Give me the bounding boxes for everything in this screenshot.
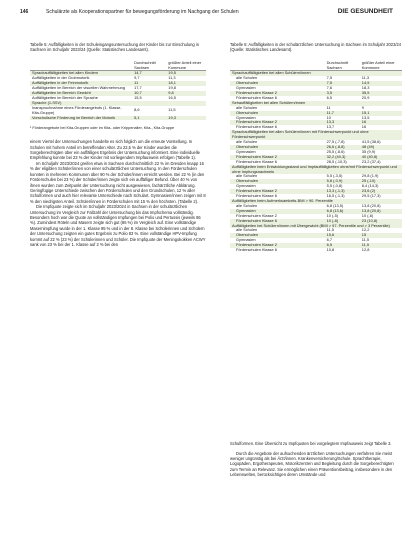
row-label: Auffälligkeiten in der Grobmotorik bbox=[32, 75, 90, 81]
value-sachsen: 9,7 bbox=[134, 75, 140, 81]
value-kommune: 23 (10,8) bbox=[360, 219, 402, 224]
value-kommune: 35,5 bbox=[360, 91, 402, 96]
right-column bbox=[230, 42, 402, 253]
row-label: Sprachauffälligkeiten bei allen Kindern bbox=[30, 71, 132, 76]
value-kommune: 19,8 bbox=[168, 85, 176, 91]
value-sachsen: 5,5 (-3,5) bbox=[326, 173, 343, 179]
value-sachsen: 5,5 (-0,8) bbox=[326, 183, 343, 189]
row-label: Sprache (1-SSV) bbox=[30, 101, 132, 106]
value-sachsen: 6,5 bbox=[326, 94, 333, 100]
group-title: Sprachauffälligkeiten bei allen Schülern/innen bbox=[230, 71, 402, 76]
row-label: alle Schulen bbox=[236, 75, 258, 81]
row-label: alle Schulen bbox=[236, 139, 258, 145]
table5-col-b: größter Anteil einer Kommune bbox=[168, 59, 202, 70]
group-title: Sehauffälligkeiten bei allen Schülern/innen bbox=[230, 101, 402, 106]
row-label: Förderschulen Klasse 2 bbox=[230, 189, 325, 194]
value-kommune: 13,8 (20,8) bbox=[360, 209, 402, 214]
value-sachsen: 13,3 (-1,3) bbox=[325, 189, 360, 194]
value-sachsen: 28,5 (-10,3) bbox=[326, 158, 347, 164]
value-sachsen: 6,8 (13,5) bbox=[326, 202, 344, 208]
row-label: Auffälligkeiten in der Feinmotorik bbox=[30, 81, 132, 86]
value-kommune: 23,6 (2) bbox=[360, 189, 402, 194]
running-title: Schulärzte als Kooperationspartner für bewegungsförderung im Nachgang der Schulen bbox=[46, 9, 239, 15]
value-kommune: 11,3 bbox=[168, 75, 176, 81]
value-kommune: 10 (-6) bbox=[361, 212, 374, 218]
group-title: Sprachauffälligkeiten bei allen Schülern/innen mit Förderschwerpunkt und ohne Förderschwerpunkt bbox=[230, 130, 402, 140]
row-label: Inanspruchnahme eines Förderangebots (1. Klasse, Kita-Gruppe) bbox=[32, 104, 122, 115]
value-kommune: 13,8 (20,8) bbox=[361, 202, 381, 208]
value-kommune: 19,5 bbox=[166, 71, 206, 76]
row-label: Gymnasien bbox=[236, 237, 256, 243]
table5-footnote: ¹ Förderangebote bei Kita-Gruppen oder im Kita- oder Krippenalter, Kita-, Kita-Gruppe bbox=[30, 126, 175, 131]
value-sachsen: 7,5 bbox=[326, 75, 333, 81]
table6-col-b: größter Anteil einer Kommune bbox=[361, 59, 395, 70]
paragraph: Durch die Angebote der aufsuchenden ärztlichen Untersuchungen verfahren Sie meist weniger ungünstig als bei Ärzt/innen. Krankenversicherung/Schule. Sprachtherapie, Logopäden, Ergotherapeuten, Motorikzentren und Begleitung durch die Sorgeberechtigten zum Termin an Relevanz. Sie ermöglichen einen Präventionsbeitrag, insbesondere in den Lebenswelten, berücksichtigen deren Umstände und bbox=[230, 450, 394, 478]
value-kommune: 14,5 bbox=[360, 81, 402, 86]
value-kommune: 40 (40,8) bbox=[360, 155, 402, 160]
value-kommune: 11,5 bbox=[360, 243, 402, 248]
table5-header-row bbox=[30, 61, 206, 71]
row-label: Gymnasien bbox=[236, 148, 256, 154]
value-kommune: 48 (49) bbox=[360, 145, 402, 150]
value-sachsen: 15,6 bbox=[325, 233, 360, 238]
row-label: Förderschulen Klasse 6 bbox=[236, 247, 277, 253]
left-column bbox=[30, 42, 206, 247]
table6 bbox=[230, 61, 402, 253]
value-sachsen: 10 (-8) bbox=[325, 219, 360, 224]
value-kommune: 35 (9,9) bbox=[361, 148, 376, 154]
table5-col-a: Durchschnitt Sachsen bbox=[134, 59, 156, 70]
group-title: Auffälligkeiten bei Schülern/innen mit Übergewicht (BMI > 97. Perzentile und > 3 Perzentile) bbox=[230, 224, 402, 229]
left-body-text bbox=[30, 139, 206, 247]
paragraph: Schulformen. Eine Übersicht zu Impfquoten bei vorgelegtem Impfausweis zeigt Tabelle 3. bbox=[230, 441, 392, 447]
row-label: Auffälligkeiten im Bereich Gewicht bbox=[30, 91, 132, 96]
value-kommune: 15,1 bbox=[360, 111, 402, 116]
value-sachsen: 5,8 (-0,9) bbox=[325, 179, 360, 184]
table5-caption: Tabelle 5: Auffälligkeiten in der Schuleingangsuntersuchung der Kinder bis zur Einschulung in Sachsen im Schuljahr 2023/24 (Quelle: Statistisches Landesamt). bbox=[30, 42, 200, 53]
row-label: alle Schulen bbox=[236, 104, 258, 110]
value-kommune: 29,8 (1,9) bbox=[361, 173, 379, 179]
row-label: Förderschulen Klasse 2 bbox=[230, 91, 325, 96]
paragraph: einem Viertel der Untersuchungen handelte es sich folglich um die erneute Vorstellung. In Schulen mit hohem Anteil im betreffenden Alter. Zu 22,5 % der Kinder wurden die Sorgeberechtigten über ein auffälliges Ergebnis der Untersuchung informiert. Eine individuelle Empfehlung konnte bei 23 % der Kinder mit vorliegendem Impfausweis erfolgen (Tabelle 1). bbox=[30, 139, 200, 161]
group-title: Auffälligkeiten beim Aufmerksamkeits-BMI > 90. Perzentile bbox=[230, 199, 402, 204]
value-sachsen: 7,5 bbox=[325, 81, 360, 86]
value-kommune: 13,5 bbox=[361, 114, 370, 120]
row-label: Förderschulen Klasse 2 bbox=[236, 212, 277, 218]
value-sachsen: 32,2 (40,3) bbox=[325, 155, 360, 160]
table6-col-a: Durchschnitt Sachsen bbox=[326, 59, 349, 70]
value-kommune: 23,2 (37,4) bbox=[361, 158, 381, 164]
value-kommune: 19,3 bbox=[166, 116, 206, 121]
row-label: Gymnasien bbox=[236, 114, 256, 120]
value-kommune: 12,2 bbox=[361, 227, 370, 233]
row-label: Förderschulen Klasse 6 bbox=[236, 158, 277, 164]
table5-body bbox=[30, 71, 206, 121]
value-kommune: 9 bbox=[361, 104, 364, 110]
value-sachsen: 11 bbox=[326, 104, 331, 110]
value-sachsen: 6,8 (13,6) bbox=[325, 209, 360, 214]
row-label: alle Schulen bbox=[236, 173, 258, 179]
value-kommune: 12,8 bbox=[361, 247, 370, 253]
value-sachsen: 5,1 bbox=[132, 116, 166, 121]
row-label: Oberschulen bbox=[230, 233, 325, 238]
value-sachsen: 13,7 bbox=[326, 124, 335, 130]
row-label: Oberschulen bbox=[230, 179, 325, 184]
row-label: alle Schulen bbox=[236, 227, 258, 233]
row-label: Gymnasien bbox=[236, 183, 256, 189]
value-sachsen: 10 (-5) bbox=[326, 212, 339, 218]
value-sachsen: 11,5 bbox=[326, 227, 334, 233]
value-kommune: 16,5 bbox=[168, 94, 176, 100]
value-kommune: 18,3 bbox=[361, 85, 370, 91]
value-sachsen: 25,5 (-8,6) bbox=[326, 148, 345, 154]
value-kommune: 29,5 (17,3) bbox=[361, 193, 381, 199]
row-label: Gymnasien bbox=[230, 209, 325, 214]
value-sachsen: 3,5 bbox=[325, 91, 360, 96]
row-label: Oberschulen bbox=[230, 81, 325, 86]
row-label: Förderschulen Klasse 2 bbox=[230, 243, 325, 248]
row-label: Gymnasien bbox=[236, 85, 256, 91]
value-sachsen: 27,5 (-7,8) bbox=[326, 139, 345, 145]
value-sachsen: 10,7 bbox=[132, 91, 166, 96]
row-label: Förderschulen Klasse 6 bbox=[236, 193, 277, 199]
value-kommune: 15 bbox=[360, 233, 402, 238]
value-kommune: 25 (-10) bbox=[360, 179, 402, 184]
value-sachsen: 10,8 bbox=[326, 247, 335, 253]
value-kommune: 11,5 bbox=[168, 107, 176, 113]
row-label: Förderschulen Klasse 2 bbox=[230, 120, 325, 125]
value-kommune: 20,9 bbox=[361, 94, 370, 100]
row-label: Vorschulische Förderung im Bereich der Motorik bbox=[30, 116, 132, 121]
row-label: Auffälligkeiten im Bereich der visuellen Wahrnehmung bbox=[32, 85, 125, 91]
row-label: Oberschulen bbox=[230, 111, 325, 116]
row-label: Oberschulen bbox=[230, 145, 325, 150]
value-sachsen: 11 bbox=[132, 81, 166, 86]
value-sachsen: 10 bbox=[326, 114, 331, 120]
value-sachsen: 17,7 bbox=[134, 85, 142, 91]
table6-header-row bbox=[230, 61, 402, 71]
value-kommune: 9,8 bbox=[166, 91, 206, 96]
row-label: Förderschulen Klasse 6 bbox=[236, 124, 277, 130]
paragraph: Im Schuljahr 2023/2024 greifen etwa in Sachsen durchschnittlich 22 % im Dresden knapp 16 % der eligiblen Schüler/innen von einer schulärztlichen Untersuchung. In den Förderschulen konnten in mehreren Kommunen über 90 % der Schüler/innen erreicht werden. Bei 22 % (in den Förderschulen bei 23 %) der Schüler/innen zeigte sich ein auffälliger Befund. Über 40 % von ihnen wurden zum Zeitpunkt der Untersuchung nicht ausgewiesen, fachärztliche Abklärung. Geringfügige Unterschiede zwischen den Förderschulen und den Grundschulen, 12 % aller Schulformen und auch hier relevante Unterschiede nach Schulart. Gymnasien/innen zeigen mit 8 % den niedrigsten Anteil. Schüler/innen in Förderschulen mit 15 % den höchsten. (Tabelle 2). bbox=[30, 160, 206, 204]
value-kommune: 8,4 (14,3) bbox=[361, 183, 379, 189]
value-sachsen: 8,6 bbox=[134, 107, 140, 113]
table-row bbox=[30, 116, 206, 121]
value-sachsen: 14,7 bbox=[132, 71, 166, 76]
group-title: Auffälligkeiten beim Entwicklungsstand und Impfauffälligkeiten ohne/mit Förderschwerpunkt und ohne Impfungsnachweis bbox=[230, 165, 402, 175]
row-label: Auffälligkeiten im Bereich der Sprache bbox=[32, 94, 98, 100]
row-label: alle Schulen bbox=[236, 202, 258, 208]
value-sachsen: 26,6 (-8,8) bbox=[325, 145, 360, 150]
value-sachsen: 15,5 bbox=[134, 94, 142, 100]
value-sachsen: 16,5 (-1,3) bbox=[326, 193, 345, 199]
paragraph: Die Impfquote zeigte sich im Schuljahr 2023/2024 in Sachsen in der schulärztlichen Untersuchung im Vergleich zur Fallzahl der Untersuchung bis das Impfschema vollständig. Besonders hoch war die Quote an vollständigen Impfungen bei Polio und Pertussis (jeweils 86 %). Zumindest Röteln und Masern zeigte sich gut (86 %) im Vergleich auf. Eine vollständige Masernimpfung wurde in der 1. Klasse 95 % und in der 8. Klasse bei Schülerinnen und Schülern der Untersuchung zeigten ein gutes Ergebnis zu Polio 83 %. Eine vollständige HPV-Impfung kommt auf 22 % (23 %) der Schülerinnen und Schüler. Die Impfquote der Meningokokken ACWY sank von 23 % bei der 1. Klasse auf 2 % bei den bbox=[30, 204, 206, 247]
value-sachsen: 11,7 bbox=[325, 111, 360, 116]
page-header bbox=[20, 8, 393, 20]
value-sachsen: 6,7 bbox=[326, 237, 333, 243]
right-body-text bbox=[230, 437, 402, 482]
page-number: 146 bbox=[20, 9, 29, 15]
value-kommune: 11,5 bbox=[361, 237, 370, 243]
row-label: Förderschulen Klasse 6 bbox=[230, 219, 325, 224]
value-kommune: 16 bbox=[361, 124, 367, 130]
value-kommune: 16 bbox=[360, 120, 402, 125]
row-label: Förderschulen Klasse 6 bbox=[236, 94, 277, 100]
table6-body bbox=[230, 71, 402, 253]
value-sachsen: 13,3 bbox=[325, 120, 360, 125]
value-kommune: 18,1 bbox=[166, 81, 206, 86]
row-label: Förderschulen Klasse 2 bbox=[230, 155, 325, 160]
value-kommune: 41,5 (38,6) bbox=[361, 139, 381, 145]
value-sachsen: 7,6 bbox=[326, 85, 333, 91]
table-row bbox=[230, 248, 402, 253]
section-title: DIE GESUNDHEIT bbox=[337, 8, 393, 15]
value-sachsen: 6,5 bbox=[325, 243, 360, 248]
value-kommune: 11,3 bbox=[361, 75, 370, 81]
table6-caption: Tabelle 6: Auffälligkeiten in der schulärztlichen Untersuchung in Sachsen im Schuljahr 2023/24 (Quelle: Statistisches Landesamt). bbox=[230, 42, 402, 53]
table5 bbox=[30, 61, 206, 121]
